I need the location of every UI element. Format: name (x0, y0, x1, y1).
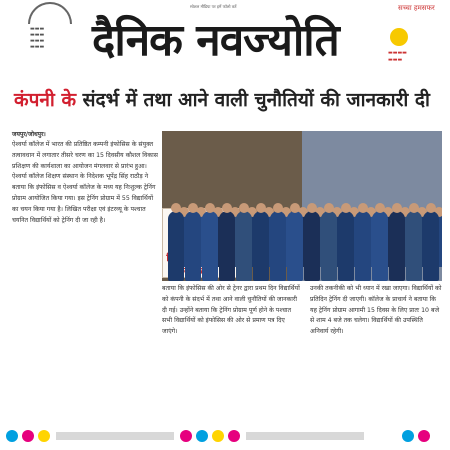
gray-bar (246, 432, 364, 440)
yellow-dot-icon (212, 430, 224, 442)
headline-red-part: कंपनी के (14, 89, 77, 111)
paragraph: ऐश्वर्या कॉलेज में भारत की प्रतिष्ठित कम्पनी इंफोसिस के संयुक्त तत्वावधान में लगातार तीसरे चरण का 15 दिवसीय कौशल विकास प्रशिक्षण की कार्यशाला का आयोजन मंगलवार से प्रारंभ हुआ। ऐश्वर्या कॉलेज शिक्षण संस्थान के निदेशक भूपेंद्र सिंह राठौड़ ने बताया कि इंफोसिस व ऐश्वर्या कॉलेज के मध्य यह निःशुल्क ट्रेनिंग प्रोग्राम आयोजित किया गया। इस ट्रेनिंग प्रोग्राम में 55 विद्यार्थियों का चयन किया गया है। लिखित परीक्षा एवं इंटरव्यू के पश्चात चयनित विद्यार्थियों को ट्रेनिंग दी जा रही है। (12, 141, 158, 224)
student-figure (287, 211, 303, 281)
masthead (0, 0, 450, 90)
brand-tagline: सच्चा हमसफर (398, 4, 435, 12)
gray-bar (56, 432, 174, 440)
contact-info: सोशल मीडिया पर हमें फॉलो करें (190, 4, 237, 9)
side-logo-icon (390, 28, 408, 46)
cyan-dot-icon (6, 430, 18, 442)
newspaper-title: दैनिक नवज्योति (92, 15, 339, 66)
student-figure (168, 211, 184, 281)
magenta-dot-icon (22, 430, 34, 442)
headline-black-part: संदर्भ में तथा आने वाली चुनौतियों की जानकारी दी (76, 89, 430, 111)
student-figure (185, 211, 201, 281)
student-figure (202, 211, 218, 281)
article-column-left (12, 140, 158, 420)
student-figure (355, 211, 371, 281)
student-figure (219, 211, 235, 281)
student-figure (304, 211, 320, 281)
magenta-dot-icon (180, 430, 192, 442)
paragraph: उनकी तकनीकी को भी ध्यान में रखा जाएगा। विद्यार्थियों को प्रतिदिन ट्रेनिंग दी जाएगी। कॉलेज के प्राचार्य ने बताया कि यह ट्रेनिंग प्रोग्राम आगामी 15 दिवस के लिए प्रातः 10 बजे से शाम 4 बजे तक चलेगा। विद्यार्थियों की उपस्थिति अनिवार्य रहेगी। (310, 285, 442, 336)
student-figure (321, 211, 337, 281)
cyan-dot-icon (402, 430, 414, 442)
student-figure (406, 211, 422, 281)
student-figure (372, 211, 388, 281)
article-headline (14, 86, 430, 112)
yellow-dot-icon (38, 430, 50, 442)
magenta-dot-icon (228, 430, 240, 442)
student-figure (389, 211, 405, 281)
dateline: जयपुर/जोधपुर। (12, 131, 46, 138)
newspaper-emblem-icon: ▬▬▬ ▬▬▬ ▬▬▬ ▬▬▬ (20, 2, 76, 58)
student-figure (236, 211, 252, 281)
print-registration-marks (0, 430, 450, 444)
article-column-right (310, 284, 442, 338)
paragraph: बताया कि इंफोसिस की ओर से ट्रेनर द्वारा प्रथम दिन विद्यार्थियों को कंपनी के संदर्भ में तथा आने वाली चुनौतियों की जानकारी दी गई। उन्होंने बताया कि ट्रेनिंग प्रोग्राम पूर्ण होने के पश्चात सभी विद्यार्थियों को इंफोसिस की ओर से प्रमाण पत्र दिए जाएंगे। (162, 285, 300, 336)
group-photo (162, 131, 442, 281)
student-figure (338, 211, 354, 281)
student-figure (423, 211, 439, 281)
article-body (12, 128, 442, 418)
article-column-middle (162, 284, 302, 338)
magenta-dot-icon (418, 430, 430, 442)
student-figure (253, 211, 269, 281)
cyan-dot-icon (196, 430, 208, 442)
student-figure (270, 211, 286, 281)
side-date-block: ▬▬▬▬ ▬▬▬ (388, 50, 407, 63)
